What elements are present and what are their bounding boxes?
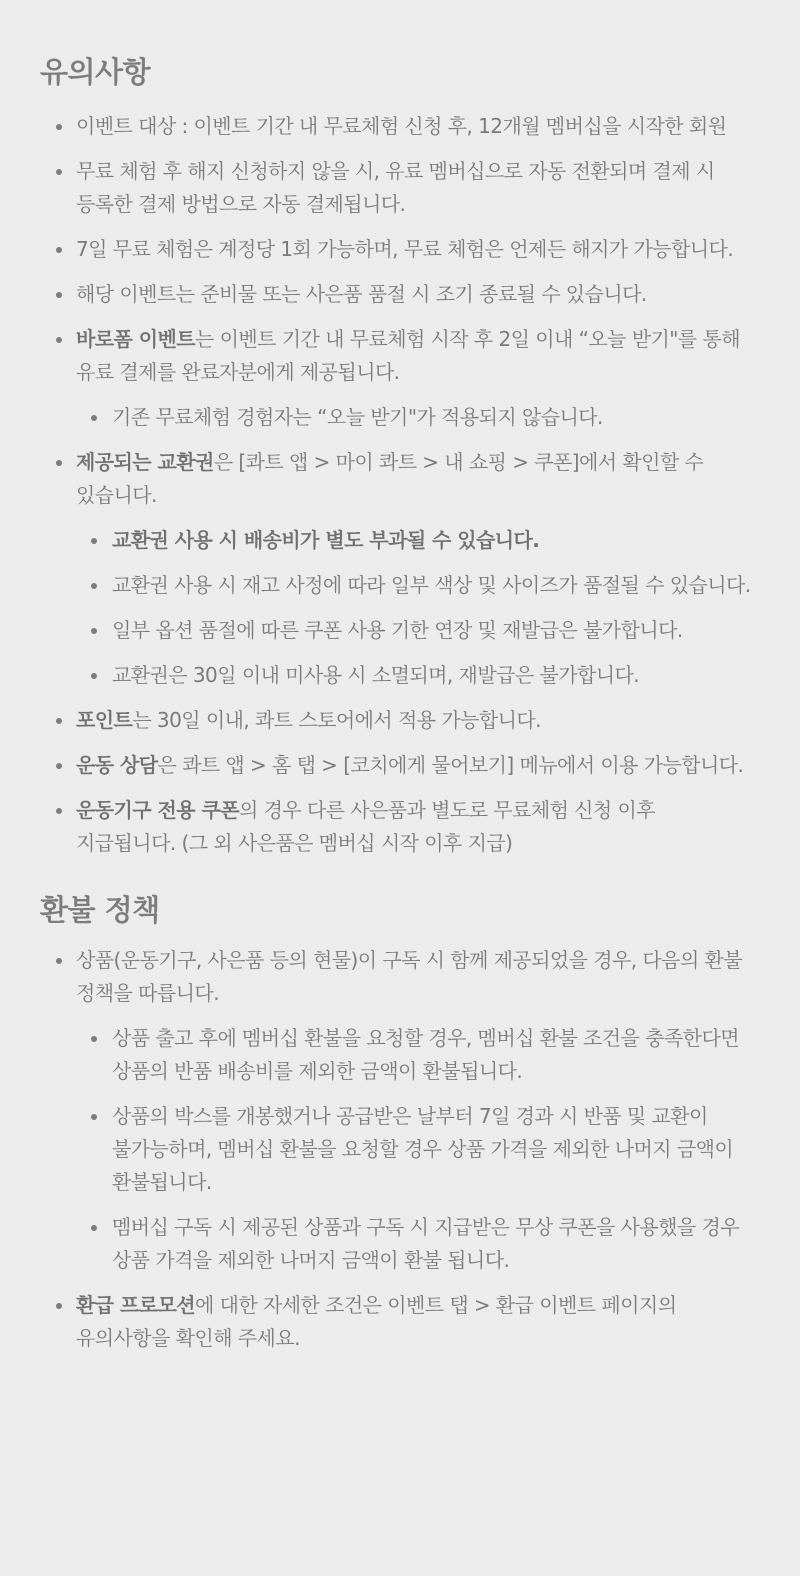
notice-item-text: 해당 이벤트는 준비물 또는 사은품 품절 시 조기 종료될 수 있습니다. xyxy=(76,282,647,306)
notice-item-text: 무료 체험 후 해지 신청하지 않을 시, 유료 멤버십으로 자동 전환되며 결제 시 등록한 결제 방법으로 자동 결제됩니다. xyxy=(76,159,715,216)
notice-subitem-text: 교환권 사용 시 재고 사정에 따라 일부 색상 및 사이즈가 품절될 수 있습니다. xyxy=(112,573,751,597)
notice-item-emphasis: 바로폼 이벤트 xyxy=(76,327,196,351)
notice-section xyxy=(40,52,760,860)
notice-item-text: 이벤트 대상 : 이벤트 기간 내 무료체험 신청 후, 12개월 멤버십을 시작한 회원 xyxy=(76,114,727,138)
notice-subitem-text: 일부 옵션 품절에 따른 쿠폰 사용 기한 연장 및 재발급은 불가합니다. xyxy=(112,618,683,642)
refund-list xyxy=(40,944,760,1355)
refund-item-text: 상품(운동기구, 사은품 등의 현물)이 구독 시 함께 제공되었을 경우, 다음의 환불 정책을 따릅니다. xyxy=(76,948,743,1005)
notice-item-target xyxy=(40,110,760,143)
notice-item-text: 는 30일 이내, 콰트 스토어에서 적용 가능합니다. xyxy=(132,708,541,732)
notice-subitem-emphasis: 교환권 사용 시 배송비가 별도 부과될 수 있습니다. xyxy=(112,528,540,552)
notice-title: 유의사항 xyxy=(40,55,151,89)
refund-section xyxy=(40,890,760,1355)
refund-item-products xyxy=(40,944,760,1277)
notice-item-text: 은 [콰트 앱 > 마이 콰트 > 내 쇼핑 > 쿠폰]에서 확인할 수 있습니다. xyxy=(76,450,704,507)
refund-subitem-text: 상품 출고 후에 멤버십 환불을 요청할 경우, 멤버십 환불 조건을 충족한다면 상품의 반품 배송비를 제외한 금액이 환불됩니다. xyxy=(112,1026,739,1083)
notice-item-text: 의 경우 다른 사은품과 별도로 무료체험 신청 이후 지급됩니다. (그 외 사은품은 멤버십 시작 이후 지급) xyxy=(76,798,656,855)
notice-item-text: 은 콰트 앱 > 홈 탭 > [코치에게 물어보기] 메뉴에서 이용 가능합니다. xyxy=(157,753,744,777)
notice-item-exercise-consult xyxy=(40,749,760,782)
notice-subitem-text: 교환권은 30일 이내 미사용 시 소멸되며, 재발급은 불가합니다. xyxy=(112,663,640,687)
notice-item-free-trial xyxy=(40,233,760,266)
notice-subitem-no-extension xyxy=(76,614,760,647)
notice-item-emphasis: 포인트 xyxy=(76,708,133,732)
notice-subitem-shipping-fee xyxy=(76,524,760,557)
notice-item-barofom-event xyxy=(40,323,760,434)
refund-subitem-text: 멤버십 구독 시 제공된 상품과 구독 시 지급받은 무상 쿠폰을 사용했을 경우 상품 가격을 제외한 나머지 금액이 환불 됩니다. xyxy=(112,1215,739,1272)
notice-subitem-stock xyxy=(76,569,760,602)
notice-item-early-end xyxy=(40,278,760,311)
notice-item-voucher xyxy=(40,446,760,692)
notice-subitem-list xyxy=(76,524,760,692)
refund-item-emphasis: 환급 프로모션 xyxy=(76,1293,196,1317)
notice-item-emphasis: 운동 상담 xyxy=(76,753,158,777)
notice-subitem-expiration xyxy=(76,659,760,692)
refund-item-cashback-promotion xyxy=(40,1289,760,1355)
notice-subitem xyxy=(76,401,760,434)
notice-item-points xyxy=(40,704,760,737)
notice-subitem-text: 기존 무료체험 경험자는 “오늘 받기"가 적용되지 않습니다. xyxy=(112,405,603,429)
notice-item-text: 는 이벤트 기간 내 무료체험 시작 후 2일 이내 “오늘 받기"를 통해 유료 결제를 완료자분에게 제공됩니다. xyxy=(76,327,741,384)
notice-list xyxy=(40,110,760,860)
refund-subitem-opened-box xyxy=(76,1100,760,1199)
refund-subitem-after-shipment xyxy=(76,1022,760,1088)
notice-item-equipment-coupon xyxy=(40,794,760,860)
refund-item-text: 에 대한 자세한 조건은 이벤트 탭 > 환급 이벤트 페이지의 유의사항을 확인해 주세요. xyxy=(76,1293,677,1350)
notice-subitem-list xyxy=(76,401,760,434)
refund-subitem-text: 상품의 박스를 개봉했거나 공급받은 날부터 7일 경과 시 반품 및 교환이 불가능하며, 멤버십 환불을 요청할 경우 상품 가격을 제외한 나머지 금액이 환불됩니다. xyxy=(112,1104,734,1194)
notice-item-emphasis: 운동기구 전용 쿠폰 xyxy=(76,798,239,822)
notice-item-text: 7일 무료 체험은 계정당 1회 가능하며, 무료 체험은 언제든 해지가 가능합니다. xyxy=(76,237,734,261)
notice-item-emphasis: 제공되는 교환권 xyxy=(76,450,214,474)
refund-subitem-list xyxy=(76,1022,760,1277)
refund-title: 환불 정책 xyxy=(40,893,160,927)
notice-item-auto-renewal xyxy=(40,155,760,221)
refund-subitem-used-coupon xyxy=(76,1211,760,1277)
